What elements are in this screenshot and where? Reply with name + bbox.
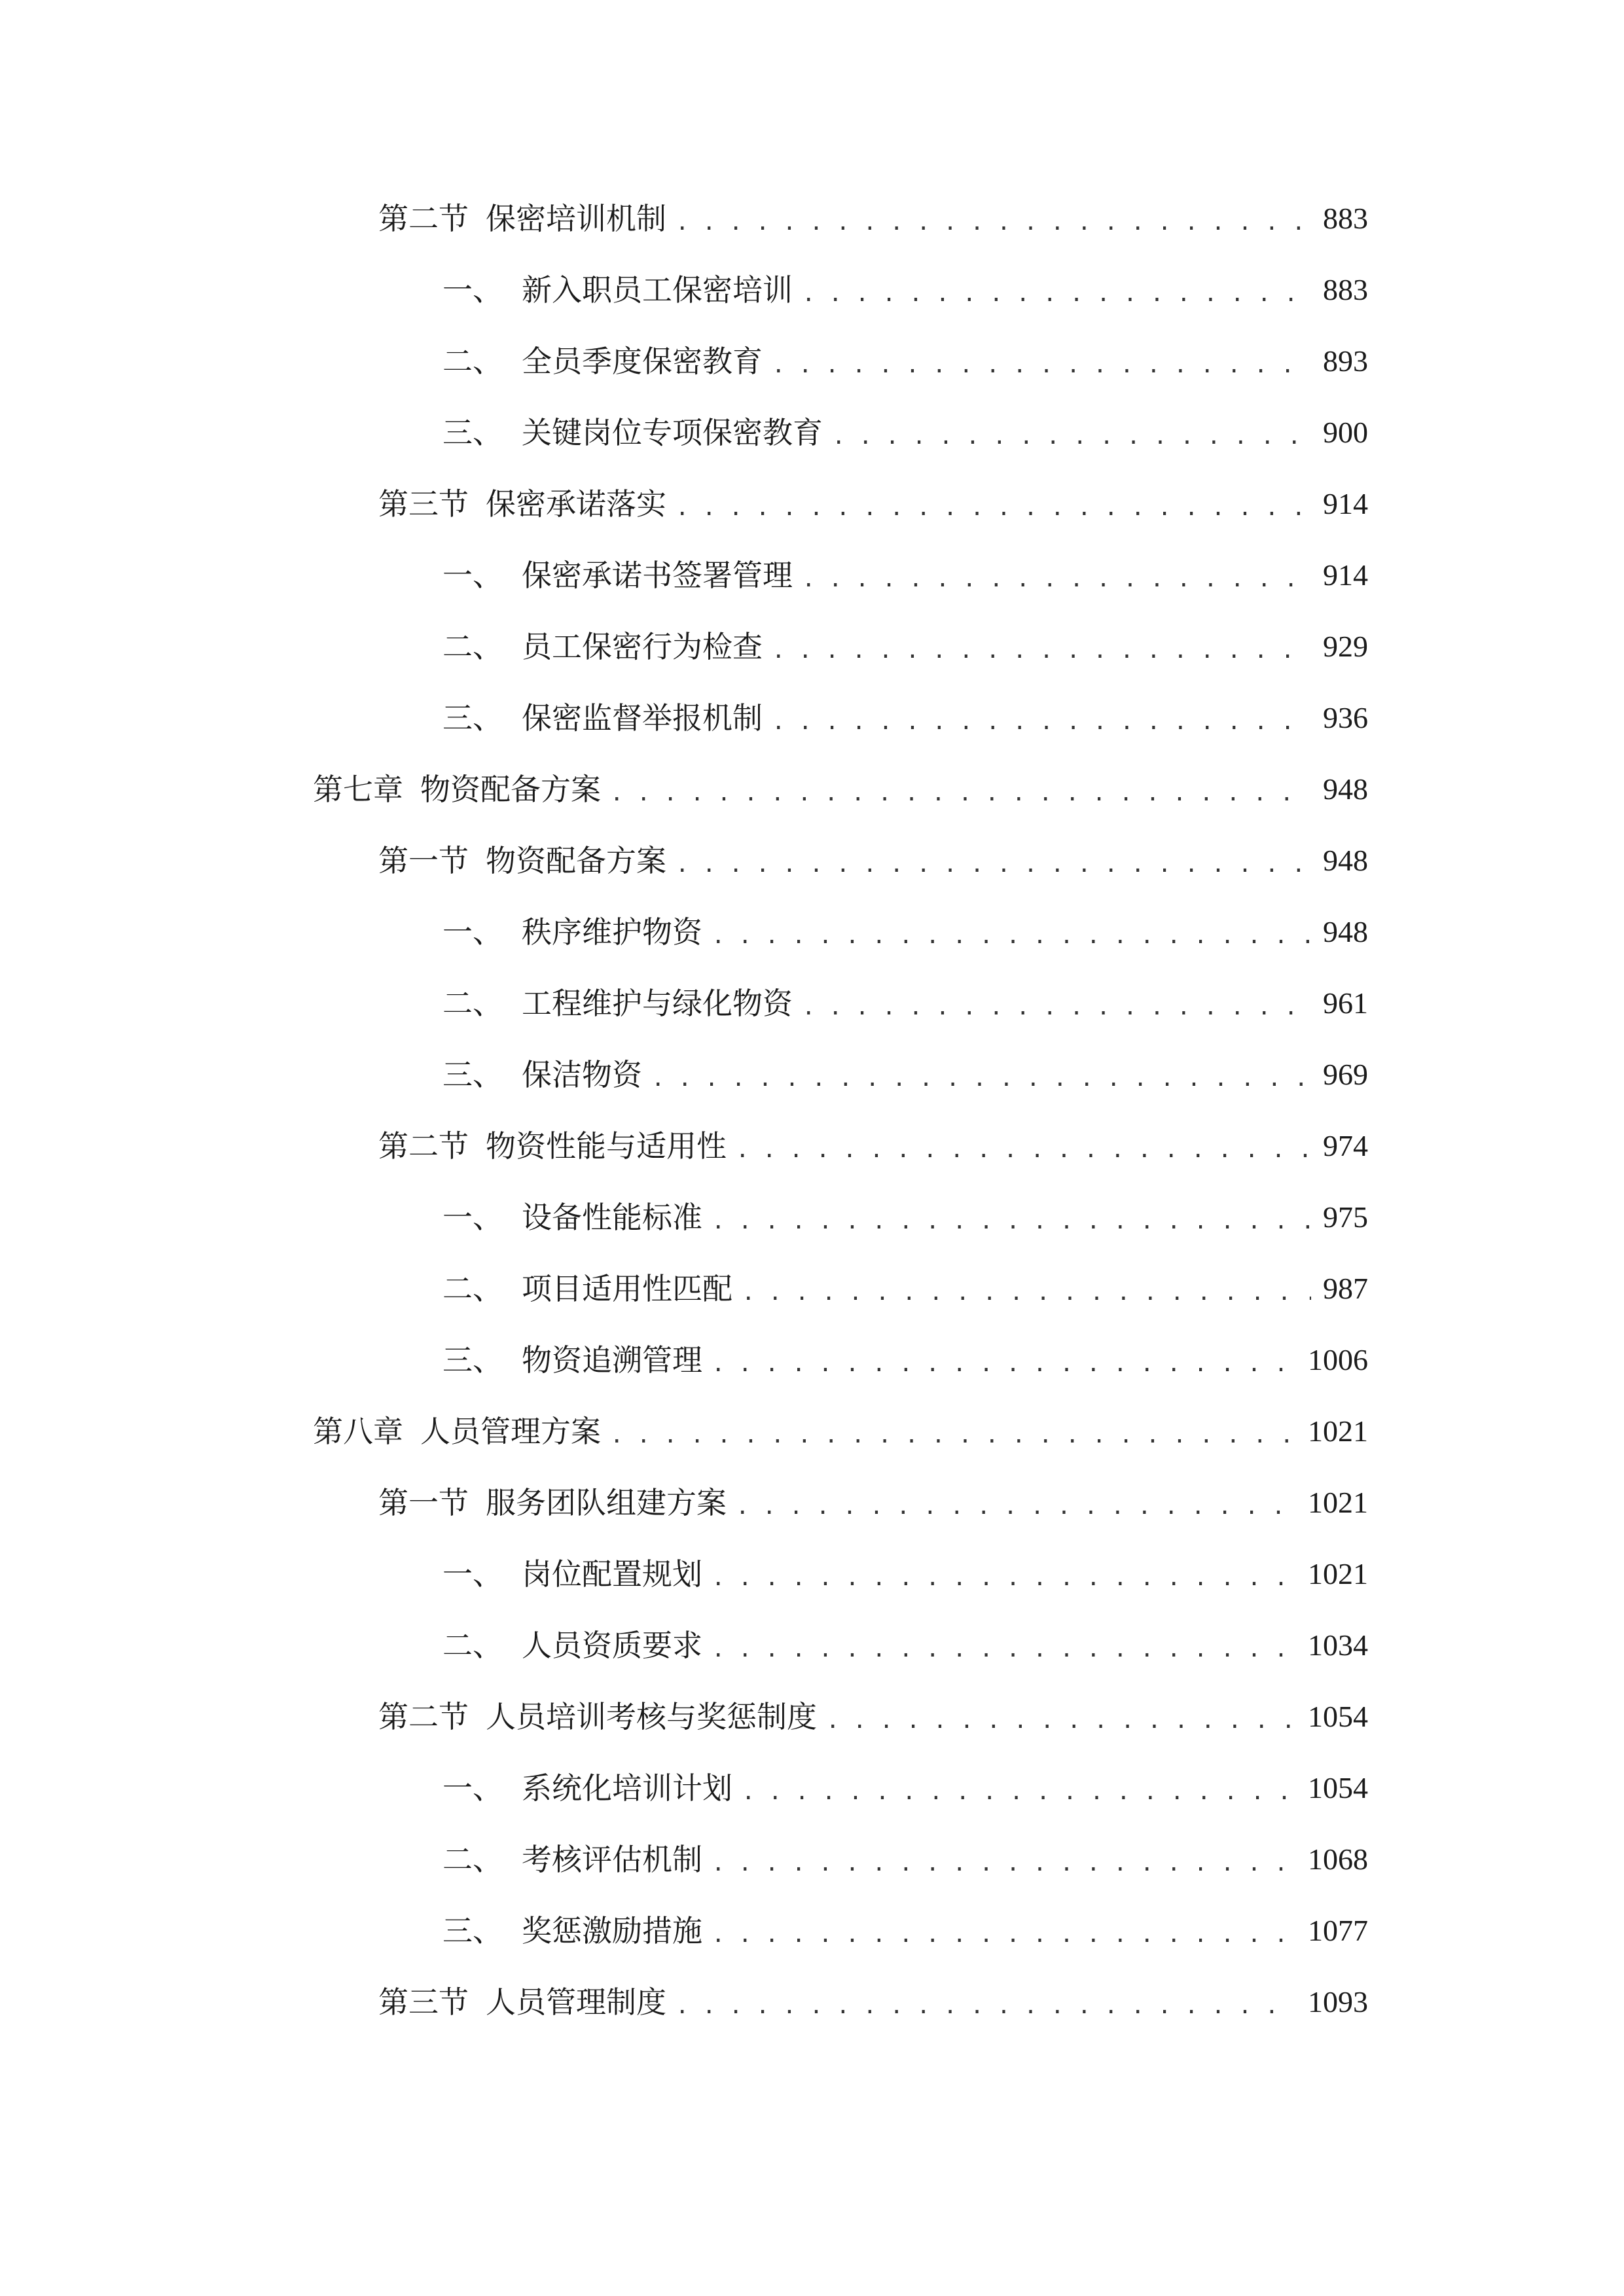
toc-page-number: 893 xyxy=(1323,344,1368,378)
toc-entry[interactable] xyxy=(442,620,1368,673)
toc-entry-title: 项目适用性匹配 xyxy=(522,1271,732,1306)
toc-entry[interactable] xyxy=(442,549,1368,601)
toc-entry-title: 人员管理方案 xyxy=(420,1414,601,1449)
toc-entry-title: 奖惩激励措施 xyxy=(522,1913,702,1948)
toc-page-number: 1006 xyxy=(1308,1343,1368,1376)
toc-entry-title: 关键岗位专项保密教育 xyxy=(522,415,823,450)
toc-entry-number: 第三节 xyxy=(378,486,469,522)
toc-entry-number: 第一节 xyxy=(378,843,469,878)
toc-entry-number: 第三节 xyxy=(378,1984,469,2020)
toc-dot-leader xyxy=(802,549,1311,601)
toc-entry-title: 服务团队组建方案 xyxy=(486,1485,727,1520)
toc-entry-title: 保密培训机制 xyxy=(486,201,666,236)
toc-entry-number: 二、 xyxy=(442,1842,503,1877)
toc-entry-title: 物资性能与适用性 xyxy=(486,1128,727,1164)
toc-entry-title: 物资配备方案 xyxy=(486,843,666,878)
toc-entry[interactable] xyxy=(378,1976,1368,2028)
toc-entry[interactable] xyxy=(442,335,1368,387)
toc-entry-number: 第八章 xyxy=(313,1414,403,1449)
toc-entry[interactable] xyxy=(442,977,1368,1030)
toc-entry[interactable] xyxy=(442,906,1368,958)
toc-page-number: 1034 xyxy=(1308,1628,1368,1662)
toc-entry-title: 人员培训考核与奖惩制度 xyxy=(486,1699,817,1734)
toc-dot-leader xyxy=(610,763,1311,816)
toc-entry-number: 二、 xyxy=(442,986,503,1021)
toc-page-number: 987 xyxy=(1323,1272,1368,1305)
toc-entry[interactable] xyxy=(378,192,1368,245)
toc-dot-leader xyxy=(712,906,1311,958)
toc-entry-number: 第七章 xyxy=(313,772,403,807)
toc-entry-number: 第二节 xyxy=(378,1699,469,1734)
toc-dot-leader xyxy=(676,834,1311,887)
toc-dot-leader xyxy=(802,977,1311,1030)
toc-entry-number: 第二节 xyxy=(378,201,469,236)
toc-entry[interactable] xyxy=(442,1548,1368,1600)
toc-entry-number: 一、 xyxy=(442,914,503,950)
toc-page-number: 936 xyxy=(1323,701,1368,734)
toc-entry[interactable] xyxy=(442,1762,1368,1814)
toc-entry-title: 工程维护与绿化物资 xyxy=(522,986,793,1021)
toc-page-number: 948 xyxy=(1323,844,1368,877)
toc-dot-leader xyxy=(772,692,1311,744)
toc-entry-number: 三、 xyxy=(442,1913,503,1948)
toc-dot-leader xyxy=(826,1691,1296,1743)
toc-entry[interactable] xyxy=(442,1905,1368,1957)
toc-entry-title: 员工保密行为检查 xyxy=(522,629,763,664)
toc-entry[interactable] xyxy=(378,834,1368,887)
toc-entry-title: 物资配备方案 xyxy=(420,772,601,807)
toc-entry-number: 一、 xyxy=(442,1770,503,1806)
toc-page-number: 975 xyxy=(1323,1200,1368,1234)
toc-entry[interactable] xyxy=(378,1691,1368,1743)
toc-dot-leader xyxy=(832,406,1311,459)
toc-entry-title: 秩序维护物资 xyxy=(522,914,702,950)
toc-dot-leader xyxy=(772,335,1311,387)
toc-entry[interactable] xyxy=(442,406,1368,459)
toc-entry-title: 保洁物资 xyxy=(522,1057,642,1092)
toc-dot-leader xyxy=(736,1120,1311,1172)
toc-entry-number: 三、 xyxy=(442,1057,503,1092)
toc-entry[interactable] xyxy=(442,1619,1368,1672)
toc-page-number: 948 xyxy=(1323,915,1368,948)
toc-entry-number: 二、 xyxy=(442,344,503,379)
toc-dot-leader xyxy=(712,1619,1296,1672)
toc-dot-leader xyxy=(610,1405,1296,1458)
toc-entry-number: 二、 xyxy=(442,1628,503,1663)
toc-entry[interactable] xyxy=(442,264,1368,316)
toc-entry-number: 一、 xyxy=(442,1556,503,1592)
toc-page-number: 974 xyxy=(1323,1129,1368,1162)
toc-dot-leader xyxy=(742,1263,1311,1315)
toc-dot-leader xyxy=(802,264,1311,316)
toc-entry[interactable] xyxy=(378,1120,1368,1172)
toc-page-number: 1021 xyxy=(1308,1486,1368,1519)
toc-page-number: 961 xyxy=(1323,986,1368,1020)
toc-page-number: 1054 xyxy=(1308,1771,1368,1804)
toc-page-number: 1021 xyxy=(1308,1414,1368,1448)
toc-entry-title: 考核评估机制 xyxy=(522,1842,702,1877)
toc-dot-leader xyxy=(676,478,1311,530)
toc-entry[interactable] xyxy=(378,478,1368,530)
toc-dot-leader xyxy=(676,192,1311,245)
toc-entry[interactable] xyxy=(378,1477,1368,1529)
toc-entry-title: 物资追溯管理 xyxy=(522,1342,702,1378)
toc-page-number: 948 xyxy=(1323,772,1368,806)
toc-dot-leader xyxy=(651,1049,1311,1101)
toc-entry-number: 三、 xyxy=(442,415,503,450)
toc-page-number: 1068 xyxy=(1308,1842,1368,1876)
toc-entry-title: 人员管理制度 xyxy=(486,1984,666,2020)
toc-entry-number: 一、 xyxy=(442,1200,503,1235)
toc-page-number: 1054 xyxy=(1308,1700,1368,1733)
toc-entry-title: 岗位配置规划 xyxy=(522,1556,702,1592)
toc-entry-number: 一、 xyxy=(442,272,503,308)
toc-entry[interactable] xyxy=(442,1263,1368,1315)
toc-dot-leader xyxy=(736,1477,1296,1529)
toc-page-number: 969 xyxy=(1323,1058,1368,1091)
toc-entry-number: 三、 xyxy=(442,1342,503,1378)
toc-entry-title: 全员季度保密教育 xyxy=(522,344,763,379)
toc-entry[interactable] xyxy=(442,1191,1368,1244)
toc-dot-leader xyxy=(712,1191,1311,1244)
toc-page-number: 883 xyxy=(1323,273,1368,306)
toc-entry[interactable] xyxy=(442,692,1368,744)
toc-page-number: 929 xyxy=(1323,630,1368,663)
toc-entry-title: 人员资质要求 xyxy=(522,1628,702,1663)
toc-entry-title: 保密监督举报机制 xyxy=(522,700,763,736)
toc-dot-leader xyxy=(712,1334,1296,1386)
toc-entry[interactable] xyxy=(442,1334,1368,1386)
toc-entry-number: 第二节 xyxy=(378,1128,469,1164)
toc-dot-leader xyxy=(772,620,1311,673)
toc-page-number: 883 xyxy=(1323,202,1368,235)
toc-page-number: 914 xyxy=(1323,558,1368,592)
toc-page-number: 1021 xyxy=(1308,1557,1368,1590)
toc-entry-title: 保密承诺书签署管理 xyxy=(522,558,793,593)
toc-entry[interactable] xyxy=(442,1049,1368,1101)
toc-page-number: 914 xyxy=(1323,487,1368,520)
toc-entry-title: 系统化培训计划 xyxy=(522,1770,732,1806)
toc-entry[interactable] xyxy=(313,1405,1368,1458)
toc-entry-number: 二、 xyxy=(442,629,503,664)
toc-page-number: 900 xyxy=(1323,416,1368,449)
toc-dot-leader xyxy=(712,1905,1296,1957)
toc-page-number: 1077 xyxy=(1308,1914,1368,1947)
toc-entry-title: 设备性能标准 xyxy=(522,1200,702,1235)
toc-entry[interactable] xyxy=(313,763,1368,816)
toc-entry-number: 第一节 xyxy=(378,1485,469,1520)
toc-dot-leader xyxy=(712,1548,1296,1600)
toc-entry-title: 保密承诺落实 xyxy=(486,486,666,522)
toc-entry-number: 三、 xyxy=(442,700,503,736)
toc-entry-number: 二、 xyxy=(442,1271,503,1306)
toc-dot-leader xyxy=(742,1762,1296,1814)
toc-dot-leader xyxy=(712,1833,1296,1886)
toc-page-number: 1093 xyxy=(1308,1985,1368,2018)
toc-entry[interactable] xyxy=(442,1833,1368,1886)
toc-entry-title: 新入职员工保密培训 xyxy=(522,272,793,308)
toc-dot-leader xyxy=(676,1976,1296,2028)
toc-entry-number: 一、 xyxy=(442,558,503,593)
